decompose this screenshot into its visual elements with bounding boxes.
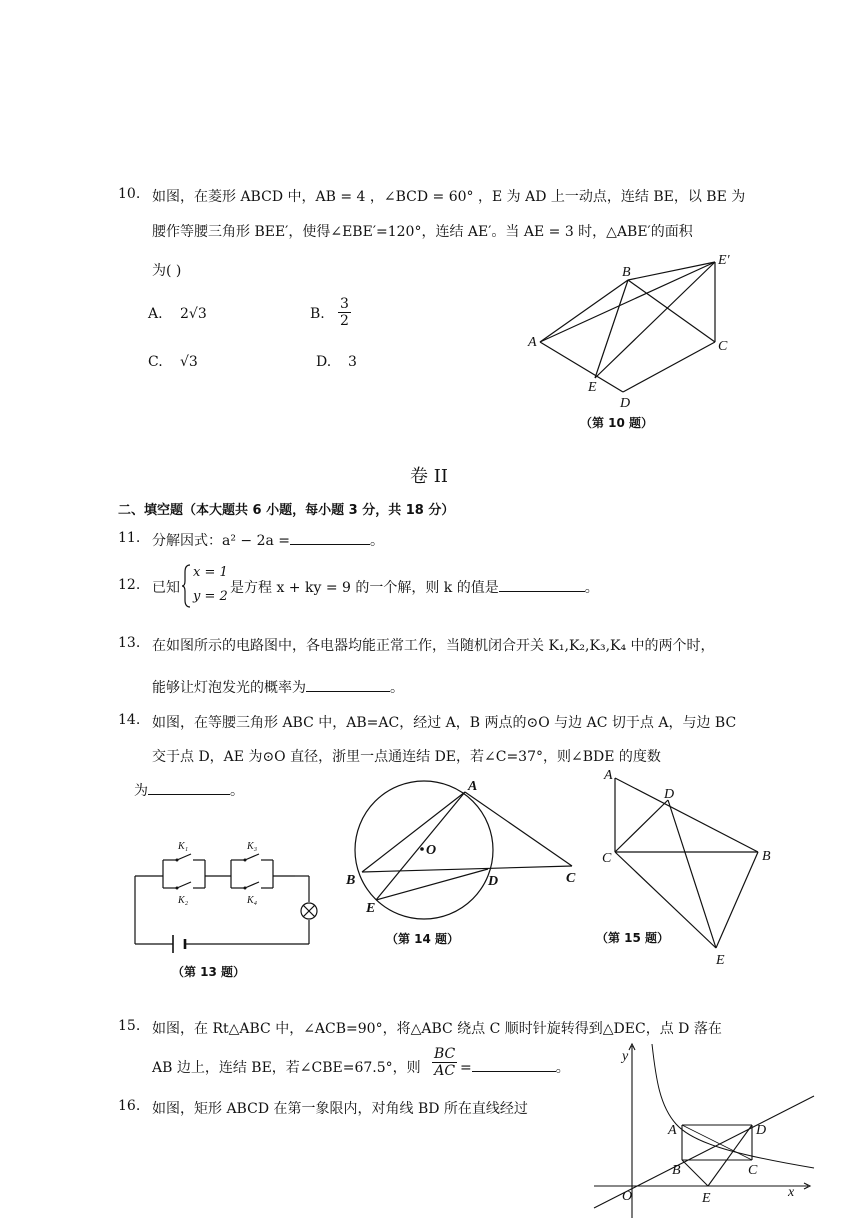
q11-text — [152, 530, 384, 550]
q10-option-b-fraction — [338, 296, 351, 329]
q15-fraction-denominator: AC — [434, 1063, 456, 1080]
q12-answer-blank[interactable] — [499, 577, 585, 592]
q10-label-c: C — [718, 339, 728, 354]
q12-eq2: y = 2 — [193, 589, 228, 604]
q15-label-e: E — [716, 953, 725, 968]
q15-caption: （第 15 题） — [596, 931, 670, 945]
q14-line1: 如图，在等腰三角形 ABC 中，AB=AC，经过 A，B 两点的⊙O 与边 AC 切于点 A，与边 BC — [152, 715, 737, 731]
q10-line1: 如图，在菱形 ABCD 中，AB = 4 ，∠BCD = 60° ，E 为 AD 上一动点，连结 BE，以 BE 为 — [152, 189, 746, 205]
q10-option-c-label: C. — [148, 354, 163, 370]
q15-line2: AB 边上，连结 BE，若∠CBE=67.5°，则 — [152, 1060, 421, 1076]
section-heading: 二、填空题（本大题共 6 小题，每小题 3 分，共 18 分） — [118, 503, 455, 518]
q15-label-b: B — [762, 849, 771, 864]
q14-label-b: B — [346, 873, 356, 888]
q10-option-b-numerator: 3 — [340, 296, 349, 312]
section-title: 卷 II — [410, 466, 448, 487]
q10-label-a: A — [528, 335, 537, 350]
q12-eq1: x = 1 — [193, 565, 228, 580]
q10-option-a-value: 2√3 — [180, 306, 207, 322]
q14-label-c: C — [566, 871, 576, 886]
q16-label-o: O — [622, 1189, 633, 1204]
q13-number: 13. — [118, 635, 141, 651]
q10-figure — [520, 250, 750, 410]
q14-label-a: A — [468, 779, 478, 794]
q11-period: 。 — [370, 533, 385, 549]
q14-figure — [340, 774, 590, 924]
q14-number: 14. — [118, 712, 141, 728]
switch-k2-label: K₂ — [178, 895, 189, 906]
q15-fraction — [432, 1046, 457, 1079]
q10-option-d-value: 3 — [348, 354, 357, 370]
q15-line1: 如图，在 Rt△ABC 中，∠ACB=90°，将△ABC 绕点 C 顺时针旋转得到△DEC，点 D 落在 — [152, 1021, 722, 1037]
q14-caption: （第 14 题） — [386, 932, 460, 946]
q15-equals: = — [460, 1060, 472, 1076]
q15-answer-blank[interactable] — [472, 1057, 556, 1072]
q11-prompt: 分解因式：a² − 2a = — [152, 533, 291, 549]
q12-text — [230, 577, 599, 597]
q10-line2: 腰作等腰三角形 BEE′，使得∠EBE′=120°，连结 AE′。当 AE = 3 时，△ABE′的面积 — [152, 224, 693, 240]
q15-number: 15. — [118, 1018, 141, 1034]
q13-period: 。 — [390, 680, 404, 696]
q10-label-b: B — [622, 265, 631, 280]
q12-number: 12. — [118, 577, 141, 593]
q11-number: 11. — [118, 530, 141, 546]
q14-line3 — [134, 780, 244, 800]
q12-mid: 是方程 x + ky = 9 的一个解，则 k 的值是 — [230, 580, 499, 596]
q15-answer — [460, 1057, 570, 1077]
switch-k4-label: K₄ — [247, 895, 258, 906]
q12-period: 。 — [584, 580, 599, 596]
q16-label-c: C — [748, 1163, 758, 1178]
q16-line1: 如图，矩形 ABCD 在第一象限内，对角线 BD 所在直线经过 — [152, 1101, 528, 1117]
q10-label-e-prime: E′ — [718, 253, 730, 268]
q13-circuit-figure — [125, 836, 325, 956]
q15-label-a: A — [604, 768, 613, 783]
switch-k3-label: K₃ — [247, 841, 258, 852]
q10-label-e: E — [588, 380, 597, 395]
q15-label-d: D — [664, 787, 675, 802]
q10-number: 10. — [118, 186, 141, 202]
q11-answer-blank[interactable] — [290, 530, 370, 545]
q10-option-c-value: √3 — [180, 354, 198, 370]
q10-caption: （第 10 题） — [580, 416, 654, 430]
switch-k1-label: K₁ — [178, 841, 189, 852]
q16-figure — [590, 1040, 822, 1222]
q14-period: 。 — [230, 783, 244, 799]
q12-pre: 已知 — [152, 580, 180, 596]
q16-number: 16. — [118, 1098, 141, 1114]
q14-prompt: 为 — [134, 783, 148, 799]
q14-line2: 交于点 D，AE 为⊙O 直径，浙里一点通连结 DE，若∠C=37°，则∠BDE 的度数 — [152, 749, 661, 765]
q10-option-a-label: A. — [148, 306, 163, 322]
q13-caption: （第 13 题） — [172, 965, 246, 979]
q13-line1: 在如图所示的电路图中，各电器均能正常工作，当随机闭合开关 K₁,K₂,K₃,K₄ 中的两个时， — [152, 638, 715, 654]
q13-answer-blank[interactable] — [306, 677, 390, 692]
q13-prompt: 能够让灯泡发光的概率为 — [152, 680, 306, 696]
q16-label-b: B — [672, 1163, 681, 1178]
q10-option-d-label: D. — [316, 354, 332, 370]
brace-icon — [181, 564, 191, 608]
q10-label-d: D — [620, 396, 631, 410]
q14-label-e: E — [366, 901, 376, 916]
q10-line3: 为( ) — [152, 263, 182, 279]
q16-label-y: y — [622, 1049, 629, 1064]
q14-label-d: D — [488, 874, 499, 889]
q13-line2 — [152, 677, 404, 697]
q10-option-b-label: B. — [310, 306, 325, 322]
q14-label-o: O — [426, 843, 437, 858]
q15-label-c: C — [602, 851, 612, 866]
q15-period: 。 — [555, 1060, 570, 1076]
q14-answer-blank[interactable] — [148, 780, 230, 795]
q16-label-x: x — [788, 1185, 795, 1200]
q10-option-b-denominator: 2 — [340, 313, 349, 330]
q15-fraction-numerator: BC — [434, 1046, 456, 1062]
q16-label-d: D — [756, 1123, 767, 1138]
q16-label-e: E — [702, 1191, 711, 1206]
q16-label-a: A — [668, 1123, 677, 1138]
